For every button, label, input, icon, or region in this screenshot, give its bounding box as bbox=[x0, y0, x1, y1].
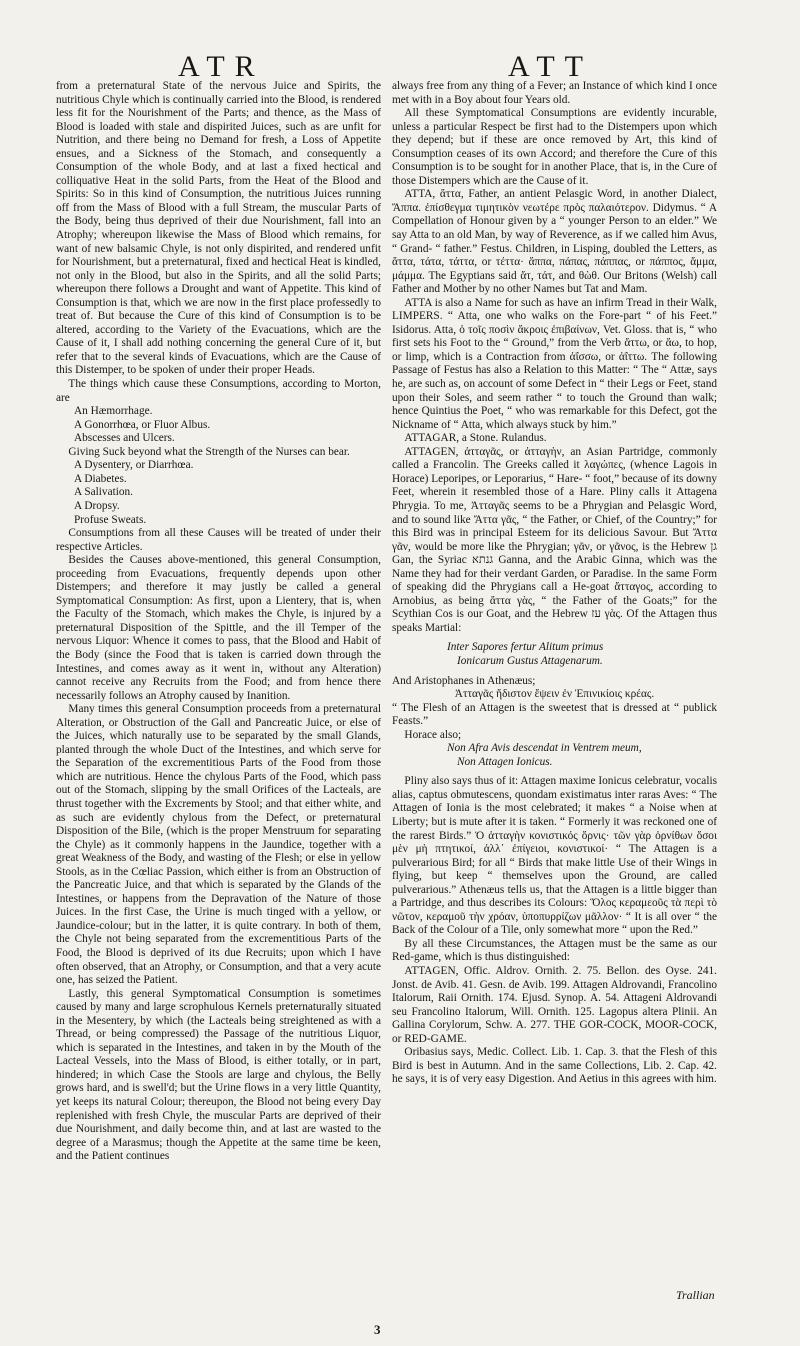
running-head-left: ATR bbox=[178, 50, 265, 83]
entry-atta-limpers: ATTA is also a Name for such as have an infirm Tread in their Walk, LIMPERS. “ Atta, one who walks on the Fore-part “ of his Feet.” Isidorus. Atta, ὁ τοῖς ποσὶν ἄκροις ἐπιβαίνων, Vet. Gloss. that is, “ who first sets his Foot to the “ Ground,” from the Verb ἄττω, or ἄω, to hop, or limp, which is a Contraction from ἀΐσσω, or ἀΐττω. The following Passage of Festus has also a Relation to this Matter: “ The “ Attæ, says he, are such as, on account of some Defect in “ their Legs or Feet, stand upon their Soles, and seem rather “ to touch the Ground than walk; hence Quintius the Poet, “ who was remarkable for this Defect, got the Nickname of “ Atta, which always stuck by him.” bbox=[392, 296, 717, 431]
list-item: A Gonorrhœa, or Fluor Albus. bbox=[74, 418, 211, 431]
paragraph: from a preternatural State of the nervous Juice and Spirits, the nutritious Chyle which is continually carried into the Blood, is rendered less fit for the Nourishment of the Parts; and thence, as the Mass of Blood is loaded with stale and dispirited Juices, such as are unfit for Nutrition, and there being no Demand for fresh, a Loss of Appetite ensues, and a Sickness of the Stomach, and consequently a Consumption of the whole Body, and at last a fixed hectical and colliquative Heat in the solid Parts, from the Heat of the Blood and Spirits: So in this kind of Consumption, the nutritious Juices running off from the Mass of Blood with a full Stream, the muscular Parts of the Body, being thus deprived of their due Nourishment, fall into an Atrophy; whereupon likewise the Mass of Blood which remains, for want of new balsamic Chyle, is not only dispirited, and rendered unfit for Nourishment, but a preternatural, fixed and hectical Heat is kindled, not only in the Blood, but also in the Spirits, and all the solid Parts; whereupon there follows a Drought and want of Appetite. This kind of Consumption is that, which we are now in the first place professedly to treat of. But because the Cure of this kind of Consumption is to be altered, according to the Variety of the Evacuations, which are the Cause of it, I shall add nothing concerning the general Cure of it, but refer that to the several kinds of Evacuations, which are the Cause of this Distemper, to be spoken of under their proper Heads. bbox=[56, 80, 381, 377]
verse-line: Non Attagen Ionicus. bbox=[457, 755, 553, 768]
paragraph: All these Symptomatical Consumptions are evidently incurable, unless a particular Respect be first had to the Distempers upon which they depend; but if these are once removed by Art, this kind of Consumption ceases of its own Accord; and therefore the Cure of this Consumption is to be sought for in another Place, that is, in the Cure of those Distempers which are the Cause of it. bbox=[392, 107, 717, 187]
verse-line: Non Afra Avis descendat in Ventrem meum, bbox=[447, 742, 642, 755]
entry-attagar: ATTAGAR, a Stone. Rulandus. bbox=[404, 432, 547, 445]
list-item: Abscesses and Ulcers. bbox=[74, 432, 175, 445]
folio-number: 3 bbox=[374, 1322, 381, 1337]
verse-line: Inter Sapores fertur Alitum primus bbox=[447, 641, 604, 654]
list-item: Profuse Sweats. bbox=[74, 513, 147, 526]
entry-attagen: ATTAGEN, ἀτταγᾶς, or ἀτταγὴν, an Asian Partridge, commonly called a Francolin. The Greeks called it λαγώπες, (whence Lagois in Horace) Leporipes, or Leporarius, “ Hare- “ foot,” because of its downy Feet, wherein it resembled those of a Hare. Pliny calls it Attagena Phrygia. To me, Ἀτταγᾶς seems to be a Phrygian and Pelasgic Word, and to sound like Ἄττα γᾶς, “ the Father, or Chief, of the Country;” for this Bird was in principal Esteem for its delicious Savour. But Ἄττα γᾶν, would be more like the Phrygian; γᾶν, or γᾶνος, is the Hebrew גן Gan, the Syriac גנתא Ganna, and the Arabic Ginna, which was the Name they had for their verdant Garden, or Paradise. In the same Form of speaking did the Phrygians call a He-goat ἄτταγος, according to Arnobius, as being ἄττα γὰς, “ the Father of the Goats;” for the Scythian Cos is our Goat, and the Hebrew עז γὰς. Of the Attagen thus speaks Martial: bbox=[392, 445, 717, 634]
paragraph: ATTAGEN, Offic. Aldrov. Ornith. 2. 75. Bellon. des Oyse. 241. Jonst. de Avib. 41. Gesn. de Avib. 199. Attagen Aldrovandi, Francolino Italorum, Raii Ornith. 174. Ejusd. Synop. A. 54. Attageni Aldrovandi seu Francolino Italorum, Will. Ornith. 125. Lagopus altera Plinii. An Gallina Corylorum, Schw. A. 277. THE GOR-COCK, MOOR-COCK, or RED-GAME. bbox=[392, 965, 717, 1045]
paragraph: And Aristophanes in Athenæus; bbox=[392, 674, 536, 687]
paragraph: Consumptions from all these Causes will be treated of under their respective Articles. bbox=[56, 527, 381, 553]
paragraph: Oribasius says, Medic. Collect. Lib. 1. Cap. 3. that the Flesh of this Bird is best in Autumn. And in the same Collections, Lib. 2. Cap. 42. he says, it is of very easy Digestion. And Aetius in this agrees with him. bbox=[392, 1046, 717, 1086]
left-column bbox=[56, 80, 381, 1265]
list-item: An Hæmorrhage. bbox=[74, 405, 153, 418]
list-item: A Dysentery, or Diarrhœa. bbox=[74, 459, 194, 472]
right-column bbox=[392, 80, 717, 1265]
list-item: A Diabetes. bbox=[74, 472, 127, 485]
verse-line: Ionicarum Gustus Attagenarum. bbox=[457, 654, 603, 667]
paragraph: Many times this general Consumption proceeds from a preternatural Alteration, or Obstruction of the Gall and Pancreatic Juice, or else of the Juices, which naturally use to be separated by the small Glands, planted through the whole Duct of the Intestines, and which serve for the Separation of the excrementitious Parts of the Food from those which are nutritious. Hence the chylous Parts of the Food, which pass out of the Stomach, slipping by the small Orifices of the Lacteals, are thrust together with the Excrements by Stool; and that either white, and as such are evidently chylous from the Defect, or preternatural Disposition of the Bile, (which is the proper Menstruum for separating the Chyle) as it commonly happens in the Jaundice, together with a great Weakness of the Body, and wasting of the Flesh; or else in yellow Stools, as in the Cœliac Passion, which either is from an Obstruction of the Pancreatic Juice, and that which is separated by the Glands of the Intestines, or happens from the Depravation of the Nature of those Juices. In the first Case, the Urine is much tinged with a yellow, or Jaundice-colour; but in the latter, it is quite contrary. In both of them, the Chyle not being separated from the excrementitious Parts of the Food, the Blood is deprived of its due Recruits; upon which I have often observed, that an Atrophy, or Consumption, and that a very acute one, has seized the Patient. bbox=[56, 703, 381, 987]
paragraph: By all these Circumstances, the Attagen must be the same as our Red-game, which is thus distinguished: bbox=[392, 937, 717, 964]
list-item: Giving Suck beyond what the Strength of the Nurses can bear. bbox=[68, 445, 350, 458]
entry-atta: ATTA, ἄττα, Father, an antient Pelasgic Word, in another Dialect, Ἄππα. ἐπίσθεγμα τιμητικὸν νεωτέρε πρὸς παλαιότερον. Didymus. “ A Compellation of Honour given by a “ younger Person to an elder.” We say Atta to an old Man, by way of Reverence, as if we called him Avus, “ Grand- “ father.” Festus. Children, in Lisping, doubled the Letters, as ἄττα, τάτα, τάττα, or τέττα· ἄππα, πάπας, πάππας, or πάππος, ἄμμα, μάμμα. The Egyptians said ἄτ, τάτ, and θὼθ. Our Britons (Welsh) call Father and Mother by no other Names but Tat and Mam. bbox=[392, 188, 717, 296]
paragraph: The things which cause these Consumptions, according to Morton, are bbox=[56, 378, 381, 404]
catchword: Trallian bbox=[676, 1288, 715, 1302]
list-item: A Dropsy. bbox=[74, 499, 120, 512]
running-head-right: ATT bbox=[508, 50, 593, 83]
paragraph: Pliny also says thus of it: Attagen maxime Ionicus celebratur, vocalis alias, captus obmutescens, quondam existimatus inter raras Aves: “ The Attagen of Ionia is the most celebrated; it makes “ a Noise when at Liberty; but is mute after it is taken. “ Formerly it was reckoned one of the rarest Birds.” Ὁ ἀτταγὴν κονιστικός ὄρνις· τῶν γὰρ ὀρνίθων ὅσοι μὲν μὴ πτητικοί, ἀλλ᾽ ἐπίγειοι, κονιστικοί· “ The Attagen is a pulverarious Bird; for all “ Birds that make little Use of their Wings in flying, but keep “ themselves upon the Ground, are called pulverarious.” Athenæus tells us, that the Attagen is a little bigger than a Partridge, and thus describes its Colours: Ὅλος κεραμεοῦς τὰ περὶ τὸ νῶτον, κεραμοῦ τὴν χρόαν, ὑποπυρρίζων μᾶλλον· “ It is all over “ the Back of the Colour of a Tile, only somewhat more “ upon the Red.” bbox=[392, 775, 717, 937]
greek-verse: Ἀτταγᾶς ἥδιστον ἕψειν ἐν Ἐπινικίοις κρέας. bbox=[454, 688, 655, 701]
paragraph: “ The Flesh of an Attagen is the sweetest that is dressed at “ publick Feasts.” bbox=[392, 701, 717, 728]
paragraph: always free from any thing of a Fever; an Instance of which kind I once met with in a Boy about four Years old. bbox=[392, 80, 717, 106]
paragraph: Besides the Causes above-mentioned, this general Consumption, proceeding from Evacuations, frequently depends upon other Distempers; and therefore it may justly be called a general Symptomatical Consumption: As first, upon a Lientery, that is, when the Faculty of the Stomach, which makes the Chyle, is injured by a preternatural Disposition of the Spittle, and the ill Temper of the nervous Liquor: Whence it comes to pass, that the Blood and Habit of the Body (since the Food that is taken is carried down through the Intestines, and comes away as it went in, without any Alteration) cannot receive any Recruits from the Food; and from hence there necessarily follows an Atrophy caused by Inanition. bbox=[56, 554, 381, 702]
paragraph: Horace also; bbox=[404, 728, 462, 741]
list-item: A Salivation. bbox=[74, 486, 133, 499]
paragraph: Lastly, this general Symptomatical Consumption is sometimes caused by many and large scrophulous Kernels preternaturally situated in the Mesentery, by which (the Lacteals being streightened as with a Thread, or being compressed) the Passage of the nutritious Liquor, which is separated in the Intestines, and taken in by the Mouth of the Lacteal Vessels, into the Mass of Blood, is either totally, or in part, hindered; in which Case the Stools are large and chylous, the Belly grows hard, and is swell'd; but the Urine flows in a very little Quantity, yet keeps its natural Colour; thereupon, the Blood not being every Day replenished with fresh Chyle, the muscular Parts are deprived of their due Nourishment, and daily become thin, and at last are wasted to the degree of a Marasmus; though the Appetite at the same time be keen, and the Patient continues bbox=[56, 987, 381, 1163]
